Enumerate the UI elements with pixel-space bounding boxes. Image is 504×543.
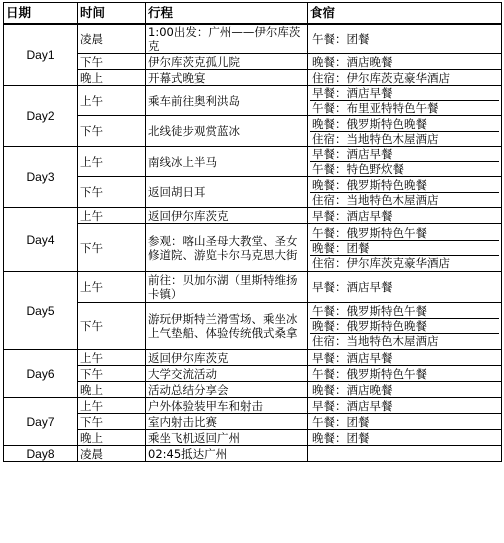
meal-entry: 晚餐：酒店晚餐 (312, 382, 393, 397)
time-cell: 下午 (78, 303, 146, 350)
itinerary-row (4, 350, 502, 366)
meal-entry: 早餐：酒店早餐 (310, 147, 499, 162)
day-label: Day5 (4, 272, 78, 350)
meals-cell (308, 208, 502, 224)
itinerary-row (4, 224, 502, 272)
itinerary-row (4, 414, 502, 430)
meals-cell (308, 398, 502, 414)
itinerary-row (4, 24, 502, 54)
time-cell: 上午 (78, 147, 146, 177)
day-label: Day8 (4, 446, 78, 462)
route-cell: 伊尔库茨克孤儿院 (146, 54, 308, 70)
meal-entry: 晚餐：俄罗斯特色晚餐 (310, 178, 499, 193)
day-label: Day7 (4, 398, 78, 446)
header-time: 时间 (78, 3, 146, 25)
meal-entry: 晚餐：团餐 (310, 241, 499, 256)
time-cell: 上午 (78, 208, 146, 224)
day-label: Day6 (4, 350, 78, 398)
route-cell: 游玩伊斯特兰滑雪场、乘坐冰上气垫船、体验传统俄式桑拿 (146, 303, 308, 350)
itinerary-row (4, 70, 502, 86)
meal-entry: 早餐：酒店早餐 (312, 280, 393, 294)
header-route: 行程 (146, 3, 308, 25)
meals-cell (308, 54, 502, 70)
time-cell: 下午 (78, 54, 146, 70)
itinerary-row (4, 398, 502, 414)
day-label: Day4 (4, 208, 78, 272)
meal-entry: 晚餐：俄罗斯特色晚餐 (310, 117, 499, 132)
meal-entry: 早餐：酒店早餐 (312, 350, 393, 365)
header-meals: 食宿 (308, 3, 502, 25)
meal-entry: 午餐：布里亚特特色午餐 (312, 101, 439, 115)
itinerary-row (4, 382, 502, 398)
meal-entry: 晚餐：酒店晚餐 (312, 54, 393, 69)
meals-cell (308, 116, 502, 147)
itinerary-row (4, 430, 502, 446)
itinerary-row (4, 177, 502, 208)
meal-entry: 午餐：俄罗斯特色午餐 (310, 304, 499, 319)
itinerary-row (4, 116, 502, 147)
time-cell: 上午 (78, 398, 146, 414)
meal-entry: 住宿：伊尔库茨克豪华酒店 (312, 70, 450, 85)
day-label: Day2 (4, 86, 78, 147)
header-date: 日期 (4, 3, 78, 25)
route-cell: 乘坐飞机返回广州 (146, 430, 308, 446)
route-cell: 02:45抵达广州 (146, 446, 308, 462)
itinerary-row (4, 303, 502, 350)
meal-entry: 早餐：酒店早餐 (312, 208, 393, 223)
time-cell: 上午 (78, 272, 146, 303)
time-cell: 晚上 (78, 70, 146, 86)
meals-cell (308, 382, 502, 398)
time-cell: 晚上 (78, 382, 146, 398)
itinerary-body (4, 24, 502, 462)
meals-cell (308, 303, 502, 350)
meals-cell (308, 86, 502, 116)
time-cell: 凌晨 (78, 24, 146, 54)
meal-entry: 住宿：当地特色木屋酒店 (312, 131, 439, 146)
meals-cell (308, 272, 502, 303)
meal-entry: 晚餐：俄罗斯特色晚餐 (310, 319, 499, 334)
itinerary-row (4, 147, 502, 177)
route-cell: 南线冰上半马 (146, 147, 308, 177)
meals-cell (308, 70, 502, 86)
route-cell: 大学交流活动 (146, 366, 308, 382)
time-cell: 下午 (78, 177, 146, 208)
meals-cell (308, 350, 502, 366)
meal-entry: 午餐：团餐 (312, 414, 370, 429)
header-row (4, 3, 502, 25)
route-cell: 乘车前往奥利洪岛 (146, 86, 308, 116)
itinerary-row (4, 86, 502, 116)
route-cell: 返回伊尔库茨克 (146, 208, 308, 224)
route-cell: 返回胡日耳 (146, 177, 308, 208)
meals-cell (308, 224, 502, 272)
meal-entry: 午餐：俄罗斯特色午餐 (310, 226, 499, 241)
time-cell: 下午 (78, 366, 146, 382)
meal-entry: 午餐：团餐 (312, 32, 370, 46)
itinerary-document (3, 2, 502, 462)
meals-cell (308, 430, 502, 446)
route-cell: 1:00出发：广州——伊尔库茨克 (146, 24, 308, 54)
meal-entry: 午餐：俄罗斯特色午餐 (312, 366, 427, 381)
meal-entry: 早餐：酒店早餐 (312, 398, 393, 413)
meals-cell (308, 177, 502, 208)
meal-entry: 住宿：当地特色木屋酒店 (312, 192, 439, 207)
meals-cell (308, 414, 502, 430)
route-cell: 参观：喀山圣母大教堂、圣女修道院、游览卡尔马克思大街 (146, 224, 308, 272)
meals-cell (308, 24, 502, 54)
time-cell: 上午 (78, 350, 146, 366)
route-cell: 室内射击比赛 (146, 414, 308, 430)
meals-cell (308, 366, 502, 382)
itinerary-row (4, 208, 502, 224)
meal-entry: 早餐：酒店早餐 (310, 86, 499, 101)
route-cell: 户外体验装甲车和射击 (146, 398, 308, 414)
meals-cell (308, 446, 502, 462)
day-label: Day3 (4, 147, 78, 208)
time-cell: 下午 (78, 224, 146, 272)
itinerary-row (4, 272, 502, 303)
route-cell: 前往：贝加尔湖（里斯特维扬卡镇） (146, 272, 308, 303)
route-cell: 北线徒步观赏蓝冰 (146, 116, 308, 147)
time-cell: 下午 (78, 116, 146, 147)
meal-entry: 住宿：当地特色木屋酒店 (312, 334, 439, 348)
time-cell: 凌晨 (78, 446, 146, 462)
route-cell: 返回伊尔库茨克 (146, 350, 308, 366)
day-label: Day1 (4, 24, 78, 86)
meals-cell (308, 147, 502, 177)
itinerary-table (3, 2, 502, 462)
meal-entry: 午餐：特色野炊餐 (312, 162, 404, 176)
meal-entry: 晚餐：团餐 (312, 430, 370, 445)
itinerary-row (4, 366, 502, 382)
route-cell: 活动总结分享会 (146, 382, 308, 398)
itinerary-row (4, 54, 502, 70)
itinerary-row (4, 446, 502, 462)
time-cell: 晚上 (78, 430, 146, 446)
time-cell: 上午 (78, 86, 146, 116)
meal-entry: 住宿：伊尔库茨克豪华酒店 (312, 255, 450, 270)
time-cell: 下午 (78, 414, 146, 430)
route-cell: 开幕式晚宴 (146, 70, 308, 86)
